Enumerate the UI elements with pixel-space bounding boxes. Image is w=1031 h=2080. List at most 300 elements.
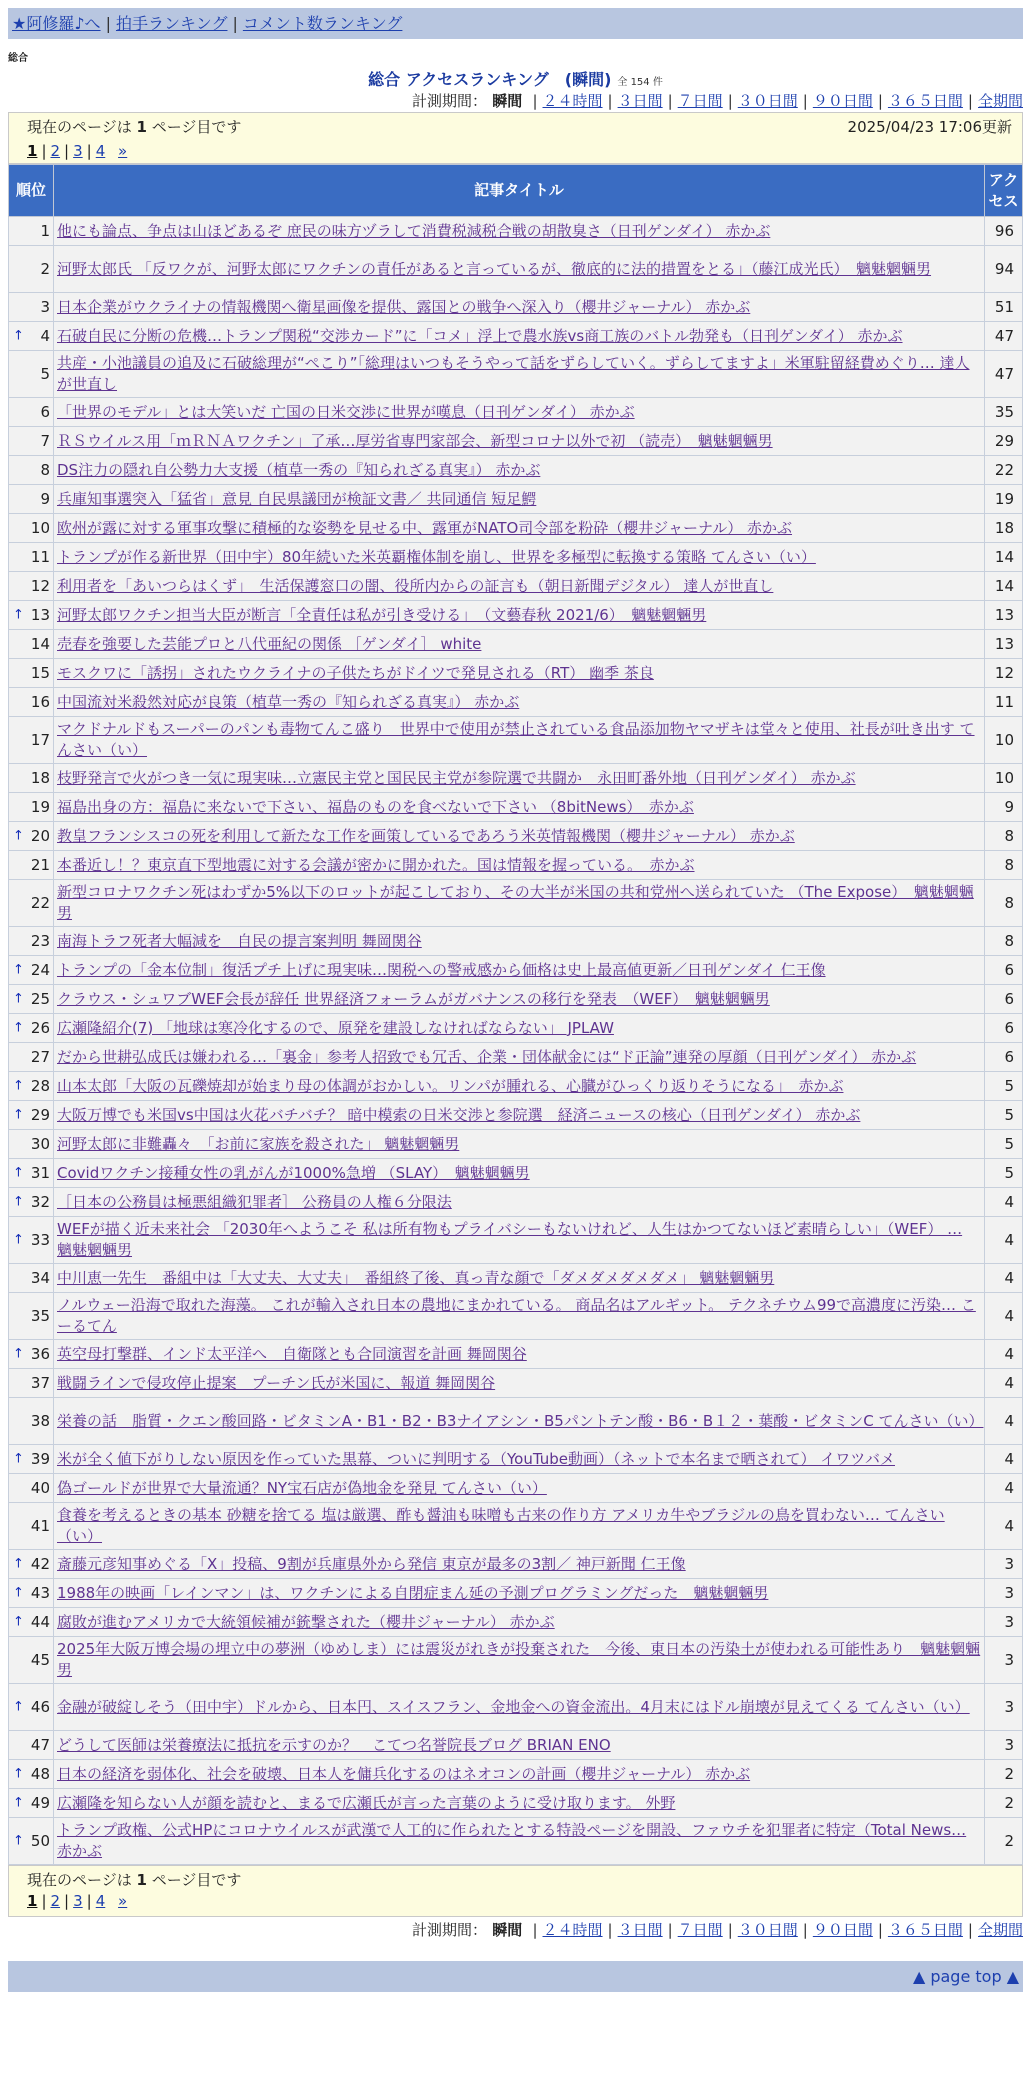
table-row [9,1608,1023,1637]
table-row [9,985,1023,1014]
rank-number: 24 [30,960,50,979]
period-link-0[interactable]: ２４時間 [542,1921,603,1939]
access-count: 2 [985,1789,1023,1818]
rank-up-arrow-icon: ↑ [13,607,24,623]
article-title-link[interactable]: トランプの「金本位制」復活プチ上げに現実味…関税への警戒感から価格は史上最高値更新／日刊ゲンダイ 仁王像 [57,960,826,979]
rank-cell [9,927,54,956]
access-count: 13 [985,601,1023,630]
table-row [9,543,1023,572]
access-count: 10 [985,717,1023,764]
pager-current: 1 [27,142,38,160]
title-cell [54,717,985,764]
period-link-4[interactable]: ９０日間 [812,1921,873,1939]
table-row [9,630,1023,659]
rank-cell [9,1398,54,1445]
rank-number: 2 [40,259,50,278]
rank-cell [9,1043,54,1072]
article-title-link[interactable]: だから世耕弘成氏は嫌われる…「裏金」参考人招致でも冗舌、企業・団体献金には“ド正論”連発の厚顔（日刊ゲンダイ） 赤かぶ [57,1047,917,1066]
rank-number: 37 [30,1373,50,1392]
rank-number: 15 [30,663,50,682]
table-row [9,1445,1023,1474]
rank-cell [9,293,54,322]
access-count: 4 [985,1503,1023,1550]
article-title-link[interactable]: 河野太郎に非難轟々 「お前に家族を殺された」 魑魅魍魎男 [57,1134,460,1153]
rank-cell [9,1072,54,1101]
period-link-2[interactable]: ７日間 [677,92,723,110]
article-title-link[interactable]: ＲＳウイルス用「ｍＲＮＡワクチン」了承…厚労省専門家部会、新型コロナ以外で初 （読売） 魑魅魍魎男 [57,431,773,450]
table-row [9,1340,1023,1369]
access-count: 8 [985,851,1023,880]
rank-number: 31 [30,1163,50,1182]
access-count: 47 [985,351,1023,398]
period-selector-top: 計測期間： 瞬間 | ２４時間 | ３日間 | ７日間 | ３０日間 | ９０日間 | ３６５日間 | 全期間 [411,92,1023,110]
rank-number: 39 [30,1449,50,1468]
rank-cell [9,1608,54,1637]
table-row [9,1293,1023,1340]
current-page-text-bottom: 現在のページは 1 ページ目です [27,1871,242,1889]
article-title-link[interactable]: 「世界のモデル」とは大笑いだ 亡国の日米交渉に世界が嘆息（日刊ゲンダイ） 赤かぶ [57,402,635,421]
article-title-link[interactable]: 日本企業がウクライナの情報機関へ衛星画像を提供、露国との戦争へ深入り（櫻井ジャーナル） 赤かぶ [57,297,751,316]
article-title-link[interactable]: 兵庫知事選突入「猛省」意見 自民県議団が検証文書／ 共同通信 短足鰐 [57,489,537,508]
rank-number: 14 [30,634,50,653]
table-row [9,572,1023,601]
rank-number: 21 [30,855,50,874]
rank-cell [9,717,54,764]
rank-number: 13 [30,605,50,624]
article-title-link[interactable]: 石破自民に分断の危機…トランプ関税“交渉カード”に「コメ」浮上で農水族vs商工族のバトル勃発も（日刊ゲンダイ） 赤かぶ [57,326,903,345]
rank-cell [9,1445,54,1474]
access-count: 6 [985,1014,1023,1043]
title-cell [54,514,985,543]
access-count: 2 [985,1818,1023,1865]
period-link-1[interactable]: ３日間 [617,92,663,110]
table-row [9,927,1023,956]
rank-up-arrow-icon: ↑ [13,1078,24,1094]
table-row [9,1684,1023,1731]
title-cell [54,630,985,659]
pager-next[interactable]: » [118,1892,128,1910]
period-link-6[interactable]: 全期間 [977,1921,1023,1939]
rank-up-arrow-icon: ↑ [13,1451,24,1467]
access-count: 12 [985,659,1023,688]
access-count: 5 [985,1101,1023,1130]
title-cell [54,1264,985,1293]
title-cell [54,1579,985,1608]
table-row [9,1398,1023,1445]
title-cell [54,427,985,456]
article-title-link[interactable]: トランプ政権、公式HPにコロナウイルスが武漢で人工的に作られたとする特設ページを開設、ファウチを犯罪者に特定（Total News… 赤かぶ [57,1821,967,1860]
rank-number: 32 [30,1192,50,1211]
page-top-link[interactable]: ▲ page top ▲ [912,1967,1019,1986]
title-cell [54,688,985,717]
title-cell [54,293,985,322]
table-row [9,1014,1023,1043]
title-cell [54,572,985,601]
article-title-link[interactable]: 中川恵一先生 番組中は「大丈夫、大丈夫」 番組終了後、真っ青な顔で「ダメダメダメダメ」 魑魅魍魎男 [57,1268,775,1287]
footer-bar [8,1961,1023,1992]
current-page-text: 現在のページは 1 ページ目です [27,118,242,136]
article-title-link[interactable]: 金融が破綻しそう（田中宇）ドルから、日本円、スイスフラン、金地金への資金流出。4月末にはドル崩壊が見えてくる てんさい（い） [57,1697,970,1716]
rank-number: 12 [30,576,50,595]
rank-number: 44 [30,1612,50,1631]
title-cell [54,322,985,351]
access-count: 4 [985,1369,1023,1398]
table-row [9,485,1023,514]
rank-up-arrow-icon: ↑ [13,1833,24,1849]
page-info-bottom [8,1865,1023,1917]
rank-number: 38 [30,1411,50,1430]
access-count: 4 [985,1264,1023,1293]
access-count: 3 [985,1684,1023,1731]
clap-ranking-link[interactable]: 拍手ランキング [115,14,228,33]
period-link-1[interactable]: ３日間 [617,1921,663,1939]
rank-up-arrow-icon: ↑ [13,1614,24,1630]
rank-up-arrow-icon: ↑ [13,1556,24,1572]
rank-up-arrow-icon: ↑ [13,1346,24,1362]
rank-number: 34 [30,1268,50,1287]
rank-number: 18 [30,768,50,787]
article-title-link[interactable]: 河野太郎ワクチン担当大臣が断言「全責任は私が引き受ける」 （文藝春秋 2021/6） 魑魅魍魎男 [57,605,707,624]
table-row [9,427,1023,456]
article-title-link[interactable]: 本番近し！？東京直下型地震に対する会議が密かに開かれた。国は情報を握っている。 赤かぶ [57,855,695,874]
rank-number: 28 [30,1076,50,1095]
rank-up-arrow-icon: ↑ [13,962,24,978]
rank-cell [9,1789,54,1818]
rank-cell [9,880,54,927]
updated-timestamp: 2025/04/23 17:06更新 [847,118,1012,136]
table-row [9,1217,1023,1264]
rank-up-arrow-icon: ↑ [13,1020,24,1036]
rank-number: 42 [30,1554,50,1573]
rank-up-arrow-icon: ↑ [13,1699,24,1715]
article-title-link[interactable]: 斎藤元彦知事めぐる「X」投稿、9割が兵庫県外から発信 東京が最多の3割／ 神戸新聞 仁王像 [57,1554,686,1573]
pager-next[interactable]: » [118,142,128,160]
access-count: 8 [985,880,1023,927]
rank-cell [9,1293,54,1340]
table-row [9,514,1023,543]
rank-up-arrow-icon: ↑ [13,1232,24,1248]
article-title-link[interactable]: 2025年大阪万博会場の埋立中の夢洲（ゆめしま）には震災がれきが投棄された 今後、東日本の汚染土が使われる可能性あり 魑魅魍魎男 [57,1640,981,1679]
title-cell [54,1014,985,1043]
title-cell [54,1217,985,1264]
rank-cell [9,485,54,514]
rank-cell [9,1014,54,1043]
rank-number: 22 [30,893,50,912]
table-row [9,1072,1023,1101]
access-count: 3 [985,1637,1023,1684]
title-cell [54,956,985,985]
rank-cell [9,822,54,851]
rank-up-arrow-icon: ↑ [13,1194,24,1210]
access-count: 3 [985,1731,1023,1760]
section-label: 総合 [8,53,28,64]
rank-cell [9,427,54,456]
title-cell [54,1101,985,1130]
period-link-5[interactable]: ３６５日間 [887,1921,963,1939]
table-row [9,851,1023,880]
title-cell [54,985,985,1014]
rank-number: 43 [30,1583,50,1602]
column-access-header: アクセス [985,165,1023,217]
rank-up-arrow-icon: ↑ [13,1795,24,1811]
pager-link-2[interactable]: 2 [50,1892,61,1910]
table-row [9,1550,1023,1579]
title-cell [54,351,985,398]
article-title-link[interactable]: 南海トラフ死者大幅減を 自民の提言案判明 舞岡関谷 [57,931,422,950]
comment-ranking-link[interactable]: コメント数ランキング [242,14,403,33]
access-count: 14 [985,543,1023,572]
page-title: 総合 アクセスランキング (瞬間) [368,70,612,89]
ranking-table [8,164,1023,1865]
pager-link-2[interactable]: 2 [50,142,61,160]
title-cell [54,1072,985,1101]
rank-cell [9,322,54,351]
rank-number: 4 [40,326,50,345]
article-title-link[interactable]: トランプが作る新世界（田中宇）80年続いた米英覇権体制を崩し、世界を多極型に転換する策略 てんさい（い） [57,547,816,566]
rank-number: 3 [40,297,50,316]
table-row [9,793,1023,822]
rank-up-arrow-icon: ↑ [13,328,24,344]
article-title-link[interactable]: 新型コロナワクチン死はわずか5%以下のロットが起こしており、その大半が米国の共和党州へ送られていた （The Expose） 魑魅魍魎男 [57,883,974,922]
rank-number: 47 [30,1735,50,1754]
table-row [9,217,1023,246]
title-cell [54,246,985,293]
rank-cell [9,351,54,398]
top-navigation: ★阿修羅♪へ | 拍手ランキング | コメント数ランキング [8,8,1023,39]
title-cell [54,601,985,630]
rank-number: 48 [30,1764,50,1783]
rank-cell [9,1637,54,1684]
rank-number: 7 [40,431,50,450]
rank-cell [9,601,54,630]
rank-number: 10 [30,518,50,537]
rank-number: 41 [30,1516,50,1535]
home-link[interactable]: ★阿修羅♪へ [12,14,101,33]
rank-up-arrow-icon: ↑ [13,1107,24,1123]
table-row [9,1760,1023,1789]
table-row [9,1101,1023,1130]
rank-up-arrow-icon: ↑ [13,828,24,844]
rank-cell [9,217,54,246]
article-title-link[interactable]: 大阪万博でも米国vs中国は火花バチバチ？ 暗中模索の日米交渉と参院選 経済ニュースの核心（日刊ゲンダイ） 赤かぶ [57,1105,861,1124]
access-count: 4 [985,1293,1023,1340]
title-cell [54,1369,985,1398]
rank-cell [9,1731,54,1760]
rank-cell [9,456,54,485]
title-cell [54,1159,985,1188]
article-title-link[interactable]: マクドナルドもスーパーのパンも毒物てんこ盛り 世界中で使用が禁止されている食品添加物ヤマザキは堂々と使用、社長が吐き出す てんさい（い） [57,720,975,759]
article-title-link[interactable]: クラウス・シュワブWEF会長が辞任 世界経済フォーラムがガバナンスの移行を発表 （WEF） 魑魅魍魎男 [57,989,770,1008]
title-cell [54,1608,985,1637]
access-count: 29 [985,427,1023,456]
article-title-link[interactable]: 偽ゴールドが世界で大量流通？NY宝石店が偽地金を発見 てんさい（い） [57,1478,547,1497]
article-title-link[interactable]: 日本の経済を弱体化、社会を破壊、日本人を傭兵化するのはネオコンの計画（櫻井ジャーナル） 赤かぶ [57,1764,751,1783]
title-cell [54,1130,985,1159]
rank-number: 8 [40,460,50,479]
title-cell [54,1474,985,1503]
article-title-link[interactable]: 中国流対米殺然対応が良策（植草一秀の『知られざる真実』） 赤かぶ [57,692,520,711]
table-row [9,1369,1023,1398]
period-link-4[interactable]: ９０日間 [812,92,873,110]
access-count: 3 [985,1579,1023,1608]
access-count: 8 [985,822,1023,851]
rank-up-arrow-icon: ↑ [13,1585,24,1601]
title-cell [54,1503,985,1550]
rank-number: 17 [30,730,50,749]
rank-number: 50 [30,1831,50,1850]
article-title-link[interactable]: 欧州が露に対する軍事攻撃に積極的な姿勢を見せる中、露軍がNATO司令部を粉砕（櫻井ジャーナル） 赤かぶ [57,518,793,537]
current-page-number: 1 [136,118,147,136]
rank-cell [9,659,54,688]
rank-cell [9,1684,54,1731]
access-count: 47 [985,322,1023,351]
title-cell [54,1684,985,1731]
table-row [9,1789,1023,1818]
rank-cell [9,1159,54,1188]
rank-cell [9,572,54,601]
table-row [9,1188,1023,1217]
period-link-6[interactable]: 全期間 [977,92,1023,110]
rank-cell [9,1340,54,1369]
rank-cell [9,1760,54,1789]
article-title-link[interactable]: ノルウェー沿海で取れた海藻。 これが輸入され日本の農地にまかれている。 商品名はアルギット。 テクネチウム99で高濃度に汚染… こーるてん [57,1296,976,1335]
pager-link-4[interactable]: 4 [95,142,106,160]
rank-number: 16 [30,692,50,711]
title-cell [54,851,985,880]
pager-link-3[interactable]: 3 [73,142,83,160]
article-title-link[interactable]: 枝野発言で火がつき一気に現実味…立憲民主党と国民民主党が参院選で共闘か 永田町番外地（日刊ゲンダイ） 赤かぶ [57,768,856,787]
pager-link-4[interactable]: 4 [95,1892,106,1910]
period-label: 計測期間： [411,1921,487,1939]
access-count: 6 [985,956,1023,985]
article-title-link[interactable]: 売春を強要した芸能プロと八代亜紀の関係 ［ゲンダイ］ white [57,634,482,653]
table-row [9,717,1023,764]
article-title-link[interactable]: 栄養の話 脂質・クエン酸回路・ビタミンA・B1・B2・B3ナイアシン・B5パントテン酸・B6・B１２・葉酸・ビタミンC てんさい（い） [57,1411,984,1430]
access-count: 4 [985,1445,1023,1474]
rank-up-arrow-icon: ↑ [13,991,24,1007]
table-row [9,880,1023,927]
rank-cell [9,688,54,717]
access-count: 4 [985,1474,1023,1503]
article-title-link[interactable]: 利用者を「あいつらはくず」 生活保護窓口の闇、役所内からの証言も（朝日新聞デジタル） 達人が世直し [57,576,774,595]
total-count: 全 154 件 [617,77,663,88]
access-count: 6 [985,985,1023,1014]
rank-number: 5 [40,364,50,383]
access-count: 2 [985,1760,1023,1789]
title-cell [54,1043,985,1072]
access-count: 4 [985,1340,1023,1369]
period-selector-bottom: 計測期間： 瞬間 | ２４時間 | ３日間 | ７日間 | ３０日間 | ９０日間 | ３６５日間 | 全期間 [411,1921,1023,1939]
rank-number: 45 [30,1650,50,1669]
period-label: 計測期間： [411,92,487,110]
table-row [9,398,1023,427]
title-cell [54,1818,985,1865]
table-row [9,1637,1023,1684]
rank-cell [9,1818,54,1865]
rank-number: 26 [30,1018,50,1037]
period-link-3[interactable]: ３０日間 [737,1921,798,1939]
title-cell [54,1293,985,1340]
table-row [9,351,1023,398]
article-title-link[interactable]: WEFが描く近未来社会 「2030年へようこそ 私は所有物もプライバシーもないけれど、人生はかつてないほど素晴らしい」（WEF） … 魑魅魍魎男 [57,1220,963,1259]
article-title-link[interactable]: 山本太郎「大阪の瓦礫焼却が始まり母の体調がおかしい。リンパが腫れる、心臓がひっくり返りそうになる」 赤かぶ [57,1076,844,1095]
article-title-link[interactable]: 戦闘ラインで侵攻停止提案 プーチン氏が米国に、報道 舞岡関谷 [57,1373,496,1392]
table-row [9,1130,1023,1159]
rank-number: 9 [40,489,50,508]
rank-cell [9,1101,54,1130]
article-title-link[interactable]: 1988年の映画「レインマン」は、ワクチンによる自閉症まん延の予測プログラミングだった 魑魅魍魎男 [57,1583,769,1602]
rank-cell [9,1217,54,1264]
article-title-link[interactable]: 他にも論点、争点は山ほどあるぞ 庶民の味方ヅラして消費税減税合戦の胡散臭さ（日刊ゲンダイ） 赤かぶ [57,221,771,240]
access-count: 19 [985,485,1023,514]
article-title-link[interactable]: 広瀬隆を知らない人が顔を読むと、まるで広瀬氏が言った言葉のように受け取ります。 外野 [57,1793,676,1812]
article-title-link[interactable]: 福島出身の方：福島に来ないで下さい、福島のものを食べないで下さい （8bitNews） 赤かぶ [57,797,694,816]
rank-cell [9,543,54,572]
rank-number: 36 [30,1344,50,1363]
article-title-link[interactable]: モスクワに「誘拐」されたウクライナの子供たちがドイツで発見される（RT） 幽季 茶良 [57,663,654,682]
rank-number: 11 [30,547,50,566]
access-count: 4 [985,1398,1023,1445]
period-link-0[interactable]: ２４時間 [542,92,603,110]
period-link-5[interactable]: ３６５日間 [887,92,963,110]
rank-cell [9,630,54,659]
article-title-link[interactable]: 広瀬隆紹介(7) 「地球は寒冷化するので、原発を建設しなければならない」 JPLAW [57,1018,614,1037]
access-count: 4 [985,1188,1023,1217]
article-title-link[interactable]: 教皇フランシスコの死を利用して新たな工作を画策しているであろう米英情報機関（櫻井ジャーナル） 赤かぶ [57,826,795,845]
rank-cell [9,1503,54,1550]
rank-cell [9,1369,54,1398]
title-cell [54,1398,985,1445]
article-title-link[interactable]: 食養を考えるときの基本 砂糖を捨てる 塩は厳選、酢も醤油も味噌も古来の作り方 アメリカ牛やブラジルの鳥を買わない… てんさい（い） [57,1506,945,1545]
title-cell [54,398,985,427]
rank-up-arrow-icon: ↑ [13,1165,24,1181]
access-count: 22 [985,456,1023,485]
period-link-2[interactable]: ７日間 [677,1921,723,1939]
pager-link-3[interactable]: 3 [73,1892,83,1910]
rank-cell [9,1474,54,1503]
rank-cell [9,793,54,822]
pager-bottom: 1 | 2 | 3 | 4 » [27,1892,128,1910]
rank-cell [9,851,54,880]
rank-number: 40 [30,1478,50,1497]
article-title-link[interactable]: Covidワクチン接種女性の乳がんが1000%急増 （SLAY） 魑魅魍魎男 [57,1163,530,1182]
table-row [9,1731,1023,1760]
table-row [9,1043,1023,1072]
article-title-link[interactable]: 河野太郎氏 「反ワクが、河野太郎にワクチンの責任があると言っているが、徹底的に法的措置をとる」（藤江成光氏） 魑魅魍魎男 [57,259,932,278]
column-title-header: 記事タイトル [54,165,985,217]
article-title-link[interactable]: 英空母打撃群、インド太平洋へ 自衛隊とも合同演習を計画 舞岡関谷 [57,1344,527,1363]
table-row [9,688,1023,717]
access-count: 35 [985,398,1023,427]
period-link-3[interactable]: ３０日間 [737,92,798,110]
article-title-link[interactable]: DS注力の隠れ自公勢力大支援（植草一秀の『知られざる真実』） 赤かぶ [57,460,541,479]
title-cell [54,1789,985,1818]
rank-cell [9,764,54,793]
access-count: 9 [985,793,1023,822]
access-count: 13 [985,630,1023,659]
article-title-link[interactable]: 腐敗が進むアメリカで大統領候補が銃撃された（櫻井ジャーナル） 赤かぶ [57,1612,555,1631]
article-title-link[interactable]: 米が全く値下がりしない原因を作っていた黒幕、ついに判明する（YouTube動画）（ネットで本名まで晒されて） イワツバメ [57,1449,895,1468]
access-count: 94 [985,246,1023,293]
rank-number: 35 [30,1306,50,1325]
rank-number: 49 [30,1793,50,1812]
article-title-link[interactable]: どうして医師は栄養療法に抵抗を示すのか？ こてつ名誉院長ブログ BRIAN ENO [57,1735,611,1754]
rank-cell [9,1550,54,1579]
table-row [9,1579,1023,1608]
article-title-link[interactable]: ［日本の公務員は極悪組織犯罪者］ 公務員の人権６分限法 [57,1192,452,1211]
article-title-link[interactable]: 共産・小池議員の追及に石破総理が“ぺこり”「総理はいつもそうやって話をずらしていく。ずらしてますよ」米軍駐留経費めぐり… 達人が世直し [57,354,970,393]
table-row [9,1474,1023,1503]
